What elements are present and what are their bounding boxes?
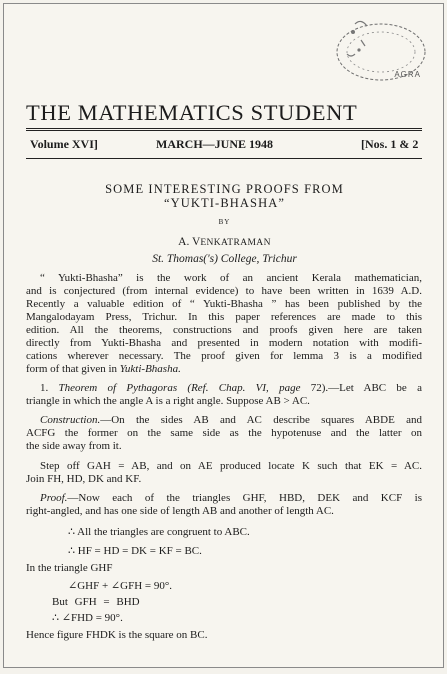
journal-page (3, 3, 444, 668)
paragraph-line: directly from Yukti-Bhasha and presented in modern notation with modifi- (26, 337, 422, 349)
theorem-heading: 1. Theorem of Pythagoras (Ref. Chap. VI, page 72).—Let ABC be a (40, 382, 422, 394)
issue-date: MARCH—JUNE 1948 (156, 137, 273, 151)
paragraph-line: Join FH, HD, DK and KF. (26, 473, 142, 485)
math-equation: But GFH = BHD (52, 596, 140, 608)
paragraph-line: the side away from it. (26, 440, 122, 452)
header-rule (26, 130, 422, 131)
math-equation: ∴ ∠FHD = 90°. (52, 612, 123, 624)
paragraph-line: Hence figure FHDK is the square on BC. (26, 629, 208, 641)
paragraph-line: In the triangle GHF (26, 562, 113, 574)
issue-numbers: [Nos. 1 & 2 (361, 137, 419, 151)
author-affiliation: St. Thomas('s) College, Trichur (152, 253, 297, 265)
paragraph-line: edition. All the theorems, constructions and proofs given here are taken (26, 324, 422, 336)
math-equation: ∴ HF = HD = DK = KF = BC. (68, 545, 202, 557)
author-name: A. VENKATRAMAN (178, 236, 271, 248)
stamp-text: AGRA (394, 70, 421, 79)
paragraph-line: form of that given in Yukti-Bhasha. (26, 363, 181, 375)
proof-line: Proof.—Now each of the triangles GHF, HBD, DEK and KCF is (40, 492, 422, 504)
byline: BY (218, 218, 231, 226)
article-title: SOME INTERESTING PROOFS FROM (105, 182, 344, 196)
header-rule (26, 128, 422, 129)
math-equation: ∠GHF + ∠GFH = 90°. (68, 580, 173, 592)
paragraph-line: cations wherever necessary. The proof given for lemma 3 is a modified (26, 350, 422, 362)
construction-line: Construction.—On the sides AB and AC describe squares ABDE and (40, 414, 422, 426)
paragraph-line: Mangalodayam Press, Trichur. In this paper references are made to this (26, 311, 422, 323)
header-rule (26, 158, 422, 159)
volume-number: Volume XVI] (30, 137, 98, 151)
paragraph-line: Step off GAH = AB, and on AE produced locate K such that EK = AC. (40, 460, 422, 472)
article-title: “YUKTI-BHASHA” (164, 196, 285, 210)
paragraph-line: triangle in which the angle A is a right angle. Suppose AB > AC. (26, 395, 310, 407)
paragraph-line: right-angled, and has one side of length AB and another of length AC. (26, 505, 334, 517)
paragraph-line: and is conjectured (from internal evidence) to have been written in 1639 A.D. (26, 285, 422, 297)
journal-title: THE MATHEMATICS STUDENT (26, 100, 358, 125)
paragraph-line: “ Yukti-Bhasha” is the work of an ancient Kerala mathematician, (40, 272, 422, 284)
paragraph-line: ACFG the former on the same side as the hypotenuse and the latter on (26, 427, 422, 439)
paragraph-line: Recently a valuable edition of “ Yukti-Bhasha ” has been published by the (26, 298, 422, 310)
math-statement: ∴ All the triangles are congruent to ABC. (68, 526, 250, 538)
